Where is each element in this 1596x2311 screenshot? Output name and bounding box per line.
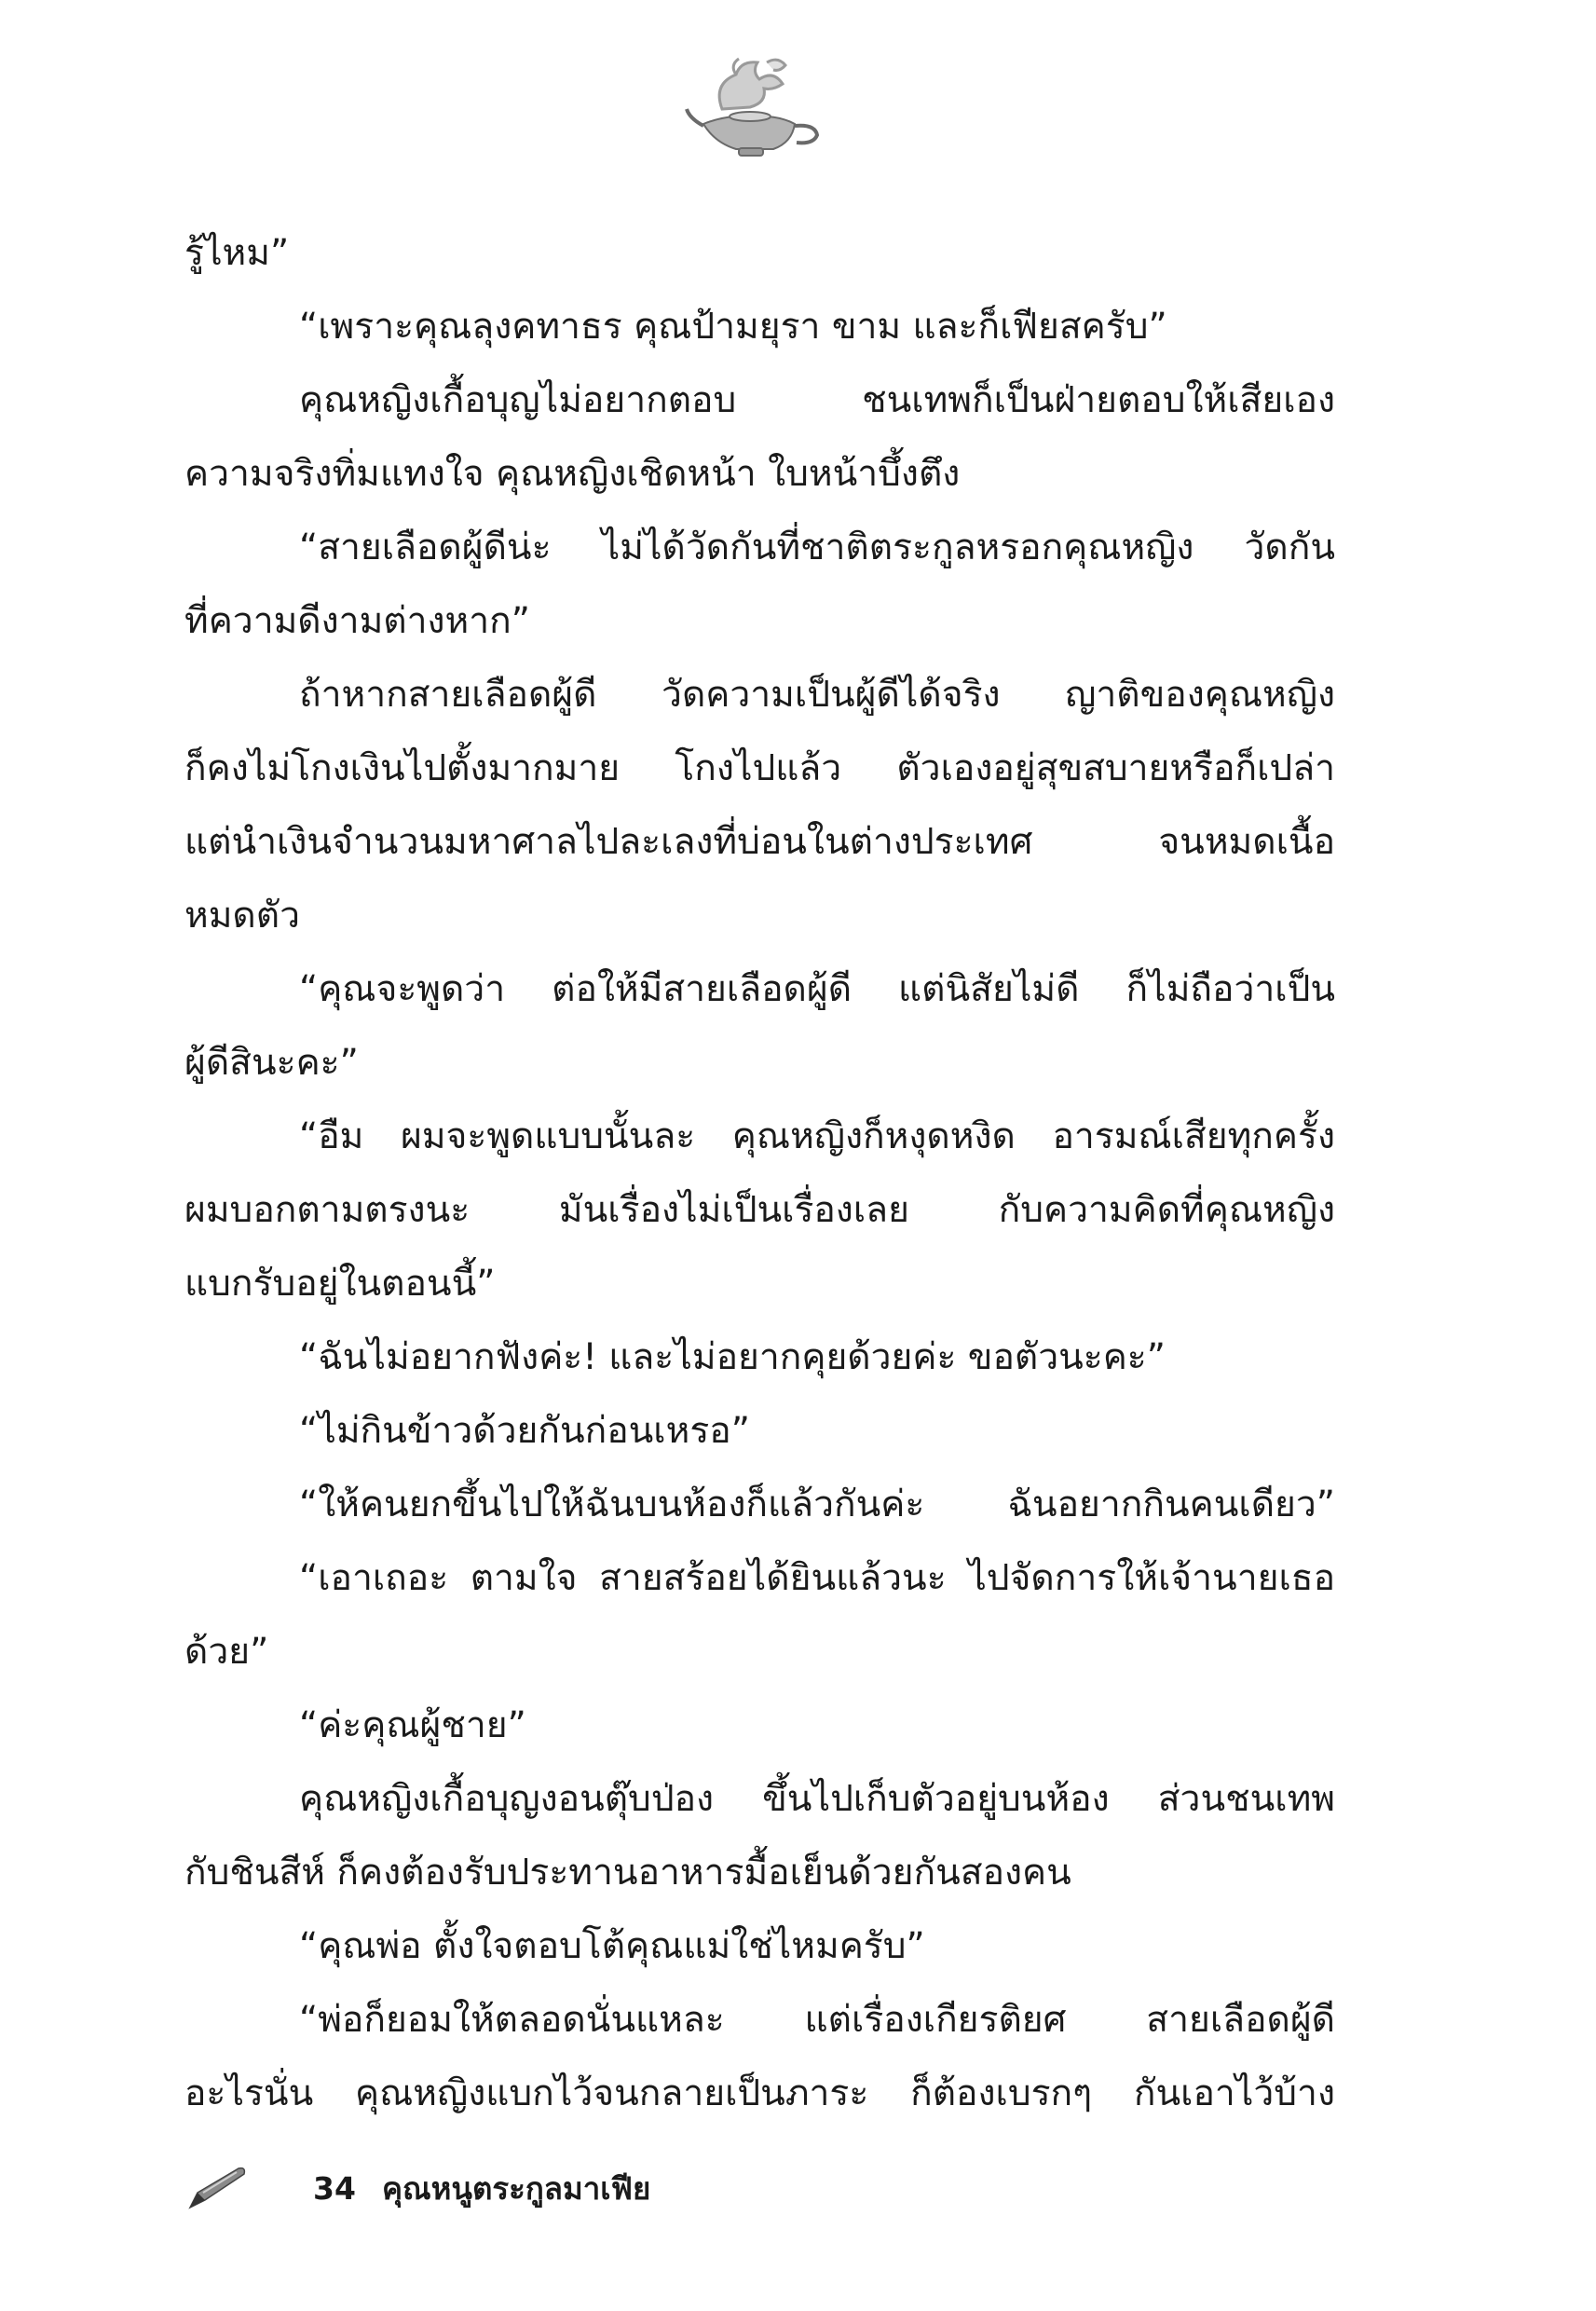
book-title: คุณหนูตระกูลมาเฟีย — [381, 2169, 651, 2207]
text-line: คุณหญิงเกื้อบุญงอนตุ๊บป่อง ขึ้นไปเก็บตัวอยู่บนห้อง ส่วนชนเทพ — [299, 1778, 1335, 1820]
text-line: ผู้ดีสินะคะ” — [184, 1042, 359, 1084]
text-line: ความจริงทิ่มแทงใจ คุณหญิงเชิดหน้า ใบหน้าบึ้งตึง — [184, 453, 961, 495]
text-line: อะไรนั่น คุณหญิงแบกไว้จนกลายเป็นภาระ ก็ต้องเบรกๆ กันเอาไว้บ้าง — [184, 2072, 1335, 2114]
text-line: “ค่ะคุณผู้ชาย” — [299, 1704, 526, 1746]
text-line: ผมบอกตามตรงนะ มันเรื่องไม่เป็นเรื่องเลย กับความคิดที่คุณหญิง — [184, 1189, 1335, 1231]
text-line: คุณหญิงเกื้อบุญไม่อยากตอบ ชนเทพก็เป็นฝ่ายตอบให้เสียเอง — [299, 379, 1335, 421]
text-line: หมดตัว — [184, 895, 300, 937]
text-line: “เอาเถอะ ตามใจ สายสร้อยได้ยินแล้วนะ ไปจัดการให้เจ้านายเธอ — [299, 1557, 1335, 1599]
page-number: 34 — [313, 2169, 356, 2207]
pen-icon — [184, 2165, 250, 2211]
text-line: “พ่อก็ยอมให้ตลอดนั่นแหละ แต่เรื่องเกียรติยศ สายเลือดผู้ดี — [299, 1999, 1335, 2041]
text-line: “คุณพ่อ ตั้งใจตอบโต้คุณแม่ใช่ไหมครับ” — [299, 1925, 925, 1967]
text-line: ด้วย” — [184, 1631, 269, 1673]
text-line: “ฉันไม่อยากฟังค่ะ! และไม่อยากคุยด้วยค่ะ ขอตัวนะคะ” — [299, 1336, 1166, 1378]
text-line: ก็คงไม่โกงเงินไปตั้งมากมาย โกงไปแล้ว ตัวเองอยู่สุขสบายหรือก็เปล่า — [184, 747, 1335, 789]
text-line: แบกรับอยู่ในตอนนี้” — [184, 1263, 496, 1305]
text-line: “ให้คนยกขึ้นไปให้ฉันบนห้องก็แล้วกันค่ะ ฉันอยากกินคนเดียว” — [299, 1484, 1335, 1525]
text-line: “เพราะคุณลุงคทาธร คุณป้ามยุรา ขาม และก็เฟียสครับ” — [299, 306, 1167, 348]
body-text — [184, 216, 1335, 2130]
page-footer — [184, 2160, 650, 2216]
text-line: “สายเลือดผู้ดีน่ะ ไม่ได้วัดกันที่ชาติตระกูลหรอกคุณหญิง วัดกัน — [299, 526, 1335, 568]
text-line: “คุณจะพูดว่า ต่อให้มีสายเลือดผู้ดี แต่นิสัยไม่ดี ก็ไม่ถือว่าเป็น — [299, 968, 1335, 1010]
text-line: กับชินสีห์ ก็คงต้องรับประทานอาหารมื้อเย็นด้วยกันสองคน — [184, 1852, 1071, 1894]
text-line: “อืม ผมจะพูดแบบนั้นละ คุณหญิงก็หงุดหงิด อารมณ์เสียทุกครั้ง — [299, 1115, 1335, 1157]
text-line: “ไม่กินข้าวด้วยกันก่อนเหรอ” — [299, 1410, 750, 1452]
text-line: ที่ความดีงามต่างหาก” — [184, 600, 530, 642]
text-line: แต่นำเงินจำนวนมหาศาลไปละเลงที่บ่อนในต่างประเทศ จนหมดเนื้อ — [184, 821, 1335, 863]
genie-lamp-icon — [685, 51, 825, 163]
text-line: รู้ไหม” — [184, 232, 290, 274]
text-line: ถ้าหากสายเลือดผู้ดี วัดความเป็นผู้ดีได้จริง ญาติของคุณหญิง — [299, 674, 1335, 716]
